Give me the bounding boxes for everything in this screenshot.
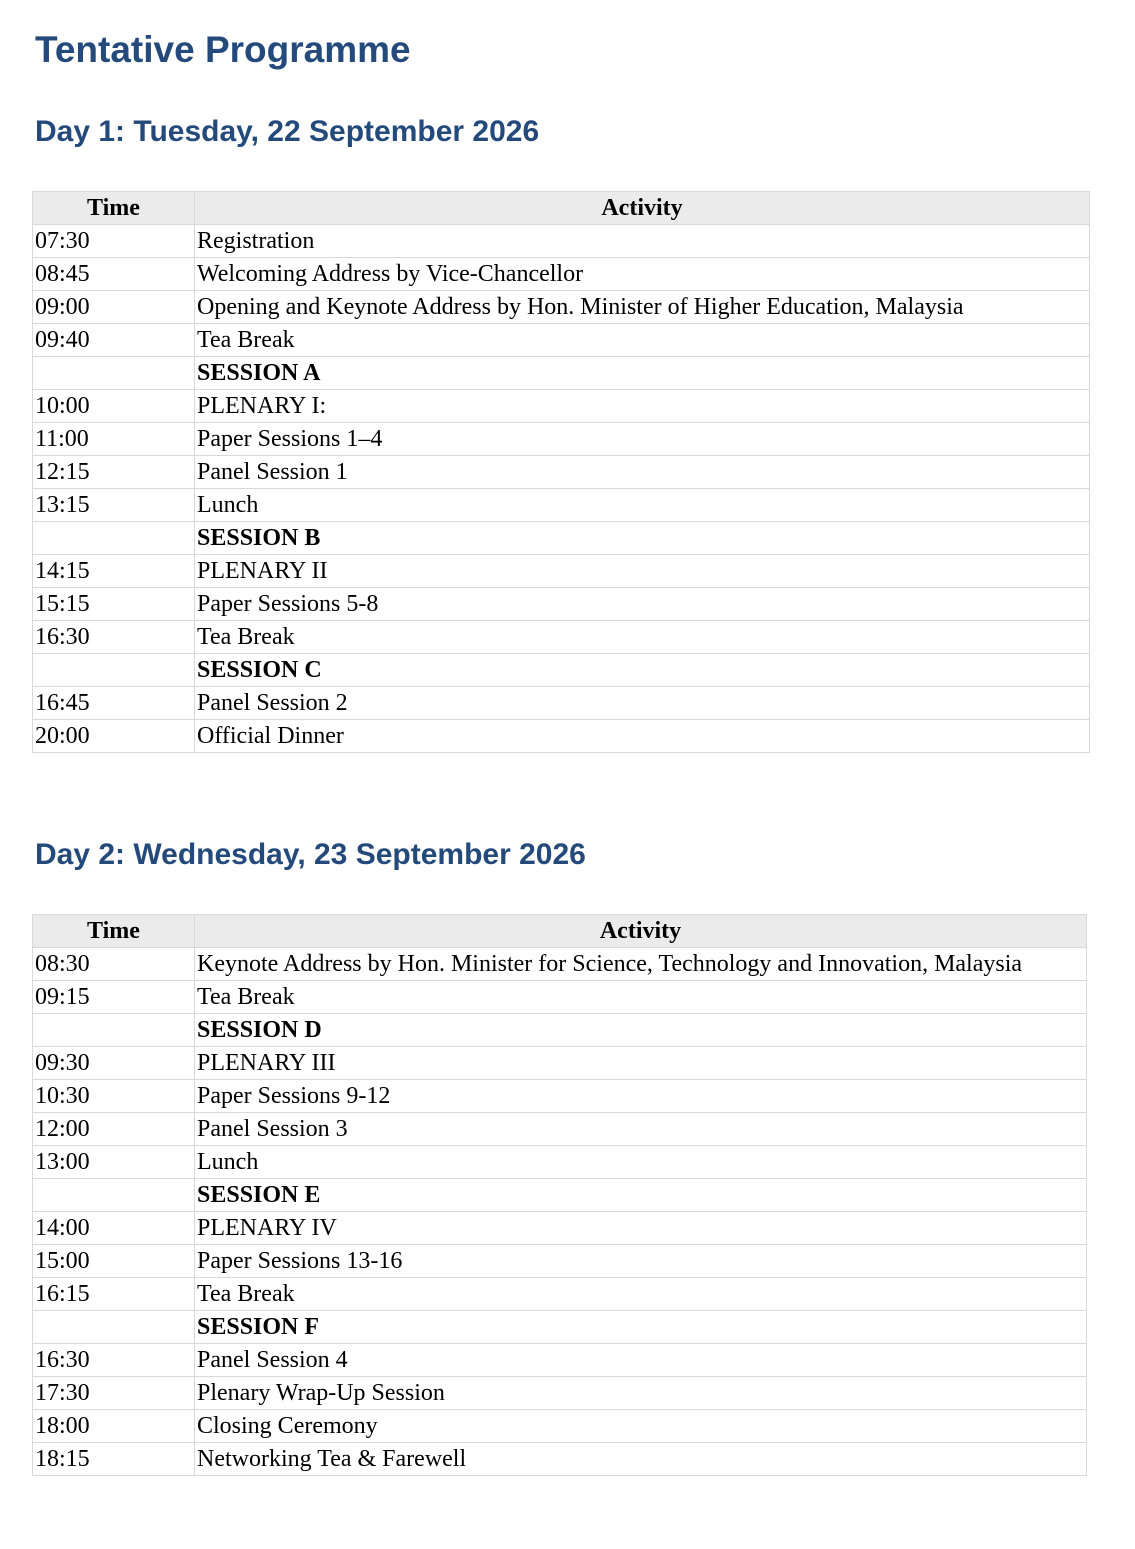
time-cell	[33, 1014, 195, 1047]
table-row	[33, 258, 1090, 291]
time-cell: 07:30	[33, 225, 195, 258]
day1-heading: Day 1: Tuesday, 22 September 2026	[35, 115, 540, 148]
table-row	[33, 1278, 1087, 1311]
table-row	[33, 588, 1090, 621]
activity-cell: Panel Session 1	[195, 456, 1090, 489]
page-title: Tentative Programme	[35, 29, 411, 70]
time-cell: 16:45	[33, 687, 195, 720]
table-header-row	[33, 192, 1090, 225]
activity-cell: Paper Sessions 5-8	[195, 588, 1090, 621]
activity-cell: Keynote Address by Hon. Minister for Science, Technology and Innovation, Malaysia	[195, 948, 1087, 981]
time-cell: 13:15	[33, 489, 195, 522]
time-cell: 12:00	[33, 1113, 195, 1146]
session-label: SESSION A	[195, 357, 1090, 390]
activity-cell: Lunch	[195, 1146, 1087, 1179]
table-row	[33, 324, 1090, 357]
table-row	[33, 555, 1090, 588]
time-cell: 11:00	[33, 423, 195, 456]
time-cell: 10:30	[33, 1080, 195, 1113]
time-cell: 14:15	[33, 555, 195, 588]
time-cell: 17:30	[33, 1377, 195, 1410]
table-row	[33, 1377, 1087, 1410]
activity-cell: Tea Break	[195, 981, 1087, 1014]
time-cell: 14:00	[33, 1212, 195, 1245]
time-cell	[33, 357, 195, 390]
activity-cell: Plenary Wrap-Up Session	[195, 1377, 1087, 1410]
day2-heading: Day 2: Wednesday, 23 September 2026	[35, 838, 586, 871]
session-row	[33, 1311, 1087, 1344]
table-row	[33, 1212, 1087, 1245]
session-row	[33, 522, 1090, 555]
time-cell: 09:40	[33, 324, 195, 357]
table-row	[33, 1410, 1087, 1443]
time-cell: 09:15	[33, 981, 195, 1014]
time-cell: 10:00	[33, 390, 195, 423]
activity-cell: Panel Session 2	[195, 687, 1090, 720]
session-row	[33, 357, 1090, 390]
table-row	[33, 1443, 1087, 1476]
day1-schedule-table	[32, 191, 1090, 753]
time-column-header: Time	[33, 915, 195, 948]
table-row	[33, 1080, 1087, 1113]
time-cell: 18:00	[33, 1410, 195, 1443]
table-row	[33, 1245, 1087, 1278]
time-cell	[33, 654, 195, 687]
table-row	[33, 720, 1090, 753]
activity-cell: Networking Tea & Farewell	[195, 1443, 1087, 1476]
activity-cell: Panel Session 3	[195, 1113, 1087, 1146]
time-cell: 15:00	[33, 1245, 195, 1278]
session-row	[33, 654, 1090, 687]
activity-cell: Registration	[195, 225, 1090, 258]
activity-cell: PLENARY II	[195, 555, 1090, 588]
table-row	[33, 390, 1090, 423]
activity-cell: PLENARY I:	[195, 390, 1090, 423]
table-row	[33, 1146, 1087, 1179]
activity-cell: Paper Sessions 1–4	[195, 423, 1090, 456]
activity-cell: Paper Sessions 9-12	[195, 1080, 1087, 1113]
time-cell: 20:00	[33, 720, 195, 753]
activity-cell: Panel Session 4	[195, 1344, 1087, 1377]
table-row	[33, 687, 1090, 720]
time-cell: 08:45	[33, 258, 195, 291]
session-label: SESSION E	[195, 1179, 1087, 1212]
time-cell: 15:15	[33, 588, 195, 621]
table-row	[33, 948, 1087, 981]
table-row	[33, 1047, 1087, 1080]
table-row	[33, 225, 1090, 258]
session-label: SESSION B	[195, 522, 1090, 555]
activity-cell: Tea Break	[195, 324, 1090, 357]
activity-cell: Official Dinner	[195, 720, 1090, 753]
activity-column-header: Activity	[195, 915, 1087, 948]
activity-cell: Tea Break	[195, 1278, 1087, 1311]
session-label: SESSION D	[195, 1014, 1087, 1047]
activity-cell: Paper Sessions 13-16	[195, 1245, 1087, 1278]
time-cell	[33, 1179, 195, 1212]
session-label: SESSION F	[195, 1311, 1087, 1344]
activity-cell: PLENARY III	[195, 1047, 1087, 1080]
table-row	[33, 489, 1090, 522]
time-cell: 13:00	[33, 1146, 195, 1179]
time-cell: 18:15	[33, 1443, 195, 1476]
time-column-header: Time	[33, 192, 195, 225]
table-row	[33, 456, 1090, 489]
table-row	[33, 423, 1090, 456]
activity-cell: Opening and Keynote Address by Hon. Minister of Higher Education, Malaysia	[195, 291, 1090, 324]
time-cell	[33, 522, 195, 555]
time-cell: 09:30	[33, 1047, 195, 1080]
table-row	[33, 621, 1090, 654]
time-cell	[33, 1311, 195, 1344]
activity-cell: Welcoming Address by Vice-Chancellor	[195, 258, 1090, 291]
time-cell: 08:30	[33, 948, 195, 981]
time-cell: 12:15	[33, 456, 195, 489]
session-row	[33, 1179, 1087, 1212]
activity-cell: Lunch	[195, 489, 1090, 522]
table-row	[33, 1344, 1087, 1377]
table-row	[33, 291, 1090, 324]
day2-schedule-table	[32, 914, 1087, 1476]
session-row	[33, 1014, 1087, 1047]
activity-cell: PLENARY IV	[195, 1212, 1087, 1245]
activity-column-header: Activity	[195, 192, 1090, 225]
table-row	[33, 981, 1087, 1014]
activity-cell: Closing Ceremony	[195, 1410, 1087, 1443]
activity-cell: Tea Break	[195, 621, 1090, 654]
table-header-row	[33, 915, 1087, 948]
time-cell: 16:15	[33, 1278, 195, 1311]
session-label: SESSION C	[195, 654, 1090, 687]
table-row	[33, 1113, 1087, 1146]
time-cell: 16:30	[33, 1344, 195, 1377]
time-cell: 09:00	[33, 291, 195, 324]
time-cell: 16:30	[33, 621, 195, 654]
